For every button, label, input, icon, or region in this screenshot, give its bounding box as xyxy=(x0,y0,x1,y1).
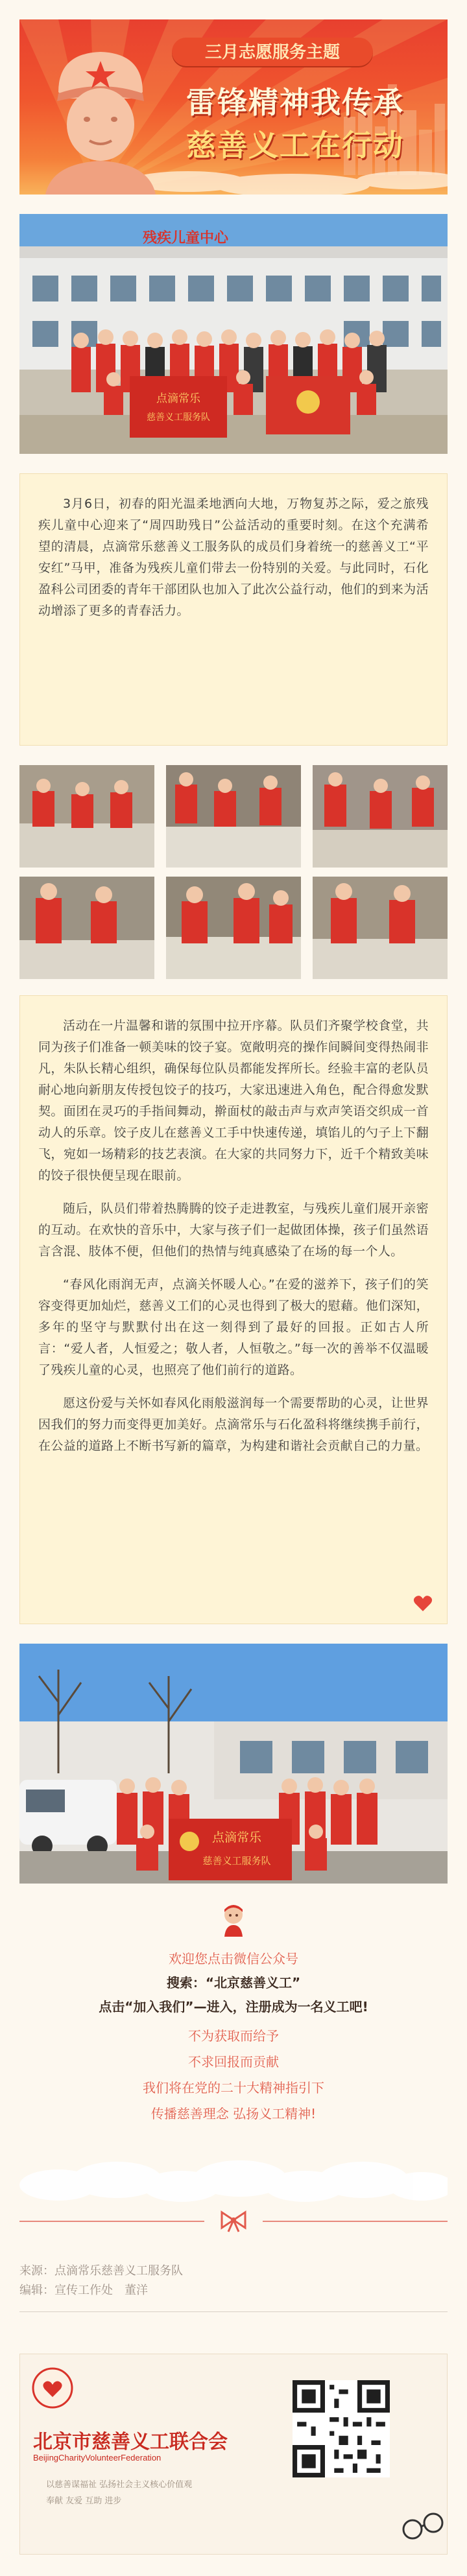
org-name-cn: 北京市慈善义工联合会 xyxy=(33,2431,228,2453)
bow-icon xyxy=(219,2210,248,2233)
motto-line-2: 不求回报而贡献 xyxy=(188,2054,279,2070)
motto-line-1: 不为获取而给予 xyxy=(188,2028,279,2044)
grid-photo-5 xyxy=(166,877,301,979)
grid-photo-1 xyxy=(19,765,154,868)
welcome-text: 欢迎您点击微信公众号 xyxy=(169,1951,298,1967)
photo1-banner-line1: 点滴常乐 xyxy=(156,392,200,405)
banner-title-line2: 慈善义工在行动 xyxy=(186,128,404,163)
org-slogan-1: 以慈善谋福祉 弘扬社会主义核心价值观 xyxy=(46,2480,193,2490)
photo3-banner-line1: 点滴常乐 xyxy=(211,1830,262,1845)
mascot-icon xyxy=(221,1903,246,1937)
editor-credit: 编辑：宣传工作处 董洋 xyxy=(19,2284,148,2297)
story-panel xyxy=(19,995,448,1624)
group-photo-building xyxy=(19,214,448,454)
motto-line-3: 我们将在党的二十大精神指引下 xyxy=(143,2080,324,2096)
intro-panel xyxy=(19,473,448,746)
group-photo-van xyxy=(19,1644,448,1884)
divider-right xyxy=(263,2221,448,2222)
org-logo-icon xyxy=(32,2367,73,2409)
glasses-icon xyxy=(400,2503,445,2549)
heart-icon xyxy=(413,1595,433,1612)
activity-photo-grid xyxy=(19,765,448,979)
grid-photo-2 xyxy=(166,765,301,868)
photo1-banner-line2: 慈善义工服务队 xyxy=(147,412,210,423)
lei-feng-portrait xyxy=(32,34,169,195)
org-footer-card xyxy=(19,2354,448,2555)
org-slogan-2: 奉献 友爱 互助 进步 xyxy=(46,2496,122,2506)
search-instruction: 搜索：“北京慈善义工” xyxy=(166,1975,301,1991)
building-sign: 残疾儿童中心 xyxy=(143,230,229,246)
header-banner xyxy=(19,19,448,195)
banner-title-line1: 雷锋精神我传承 xyxy=(186,85,404,120)
grid-photo-4 xyxy=(19,877,154,979)
story-paragraph-3: “春风化雨润无声，点滴关怀暖人心。”在爱的滋养下，孩子们的笑容变得更加灿烂，慈善义工们的心灵也得到了极大的慰藉。他们深知，多年的坚守与默默付出在这一刻得到了最好的回报。正如古人所言：“爱人者，人恒爱之；敬人者，人恒敬之。”每一次的善举不仅温暖了残疾儿童的心灵，也照亮了他们前行的道路。 xyxy=(38,1277,429,1377)
org-name-en: BeijingCharityVolunteerFederation xyxy=(33,2453,162,2463)
banner-ribbon: 三月志愿服务主题 xyxy=(172,38,373,66)
story-paragraph-4: 愿这份爱与关怀如春风化雨般滋润每一个需要帮助的心灵，让世界因我们的努力而变得更加美好。点滴常乐与石化盈科将继续携手前行，在公益的道路上不断书写新的篇章，为构建和谐社会贡献自己的力量。 xyxy=(38,1396,429,1453)
photo3-banner-line2: 慈善义工服务队 xyxy=(202,1855,271,1867)
story-paragraph-1: 活动在一片温馨和谐的氛围中拉开序幕。队员们齐聚学校食堂，共同为孩子们准备一顿美味的饺子宴。宽敞明亮的操作间瞬间变得热闹非凡，朱队长精心组织，确保每位队员都能发挥所长。经验丰富的老队员耐心地向新朋友传授包饺子的技巧，大家迅速进入角色，配合得愈发默契。面团在灵巧的手指间舞动，擀面杖的敲击声与欢声笑语交织成一首动人的乐章。饺子皮儿在慈善义工手中快速传递，填馅儿的勺子上下翻飞，宛如一场精彩的技艺表演。在大家的共同努力下，近千个精致美味的饺子很快便呈现在眼前。 xyxy=(38,1019,429,1183)
story-paragraph-2: 随后，队员们带着热腾腾的饺子走进教室，与残疾儿童们展开亲密的互动。在欢快的音乐中，大家与孩子们一起做团体操，孩子们虽然语言含混、肢体不便，但他们的热情与纯真感染了在场的每一个人。 xyxy=(38,1201,429,1258)
cloud-divider xyxy=(19,2159,448,2204)
join-instruction: 点击“加入我们”—进入，注册成为一名义工吧! xyxy=(99,1999,368,2015)
motto-line-4: 传播慈善理念 弘扬义工精神! xyxy=(150,2106,317,2121)
credits-divider xyxy=(19,2311,448,2312)
intro-paragraph: 3月6日，初春的阳光温柔地洒向大地，万物复苏之际，爱之旅残疾儿童中心迎来了“周四助残日”公益活动的重要时刻。在这个充满希望的清晨，点滴常乐慈善义工服务队的成员们身着统一的慈善义工“平安红”马甲，准备为残疾儿童们带去一份特别的关爱。与此同时，石化盈科公司团委的青年干部团队也加入了此次公益行动，他们的到来为活动增添了更多的青春活力。 xyxy=(38,497,429,618)
grid-photo-6 xyxy=(313,877,448,979)
grid-photo-3 xyxy=(313,765,448,868)
qr-code-icon[interactable] xyxy=(293,2380,390,2477)
source-credit: 来源：点滴常乐慈善义工服务队 xyxy=(19,2264,183,2278)
divider-left xyxy=(19,2221,204,2222)
